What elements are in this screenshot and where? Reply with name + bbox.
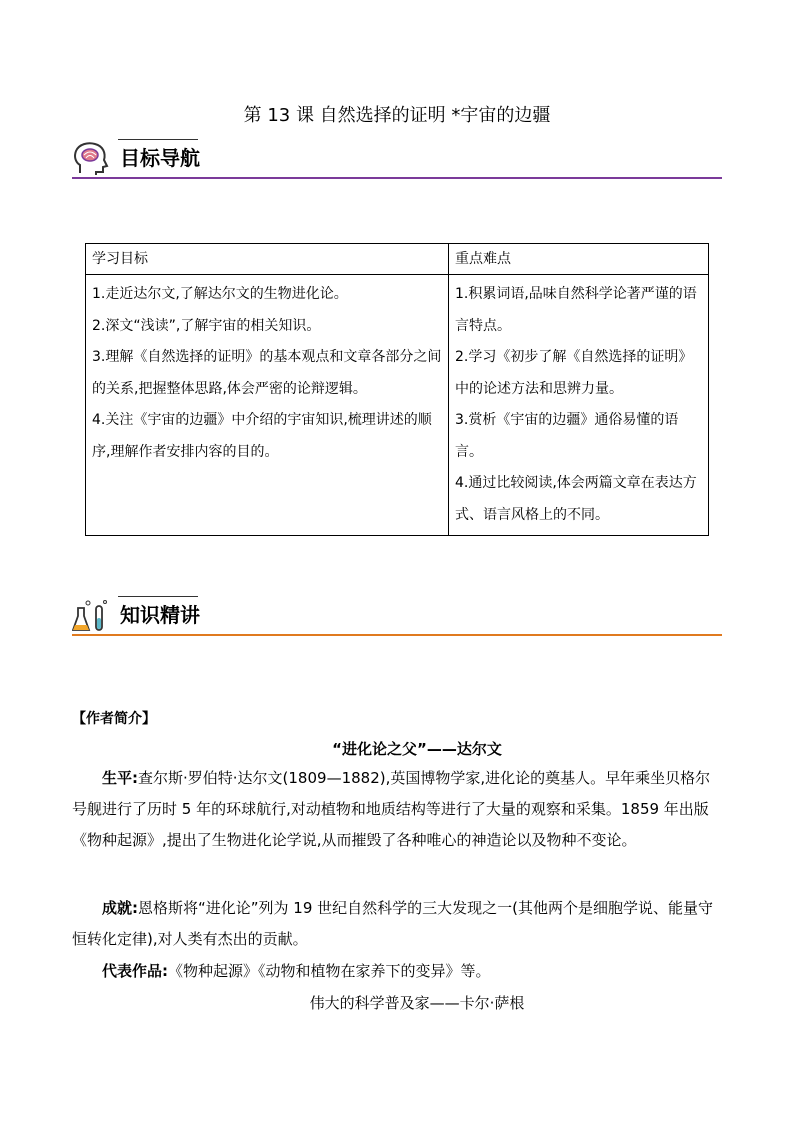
goal-item: 3.理解《自然选择的证明》的基本观点和文章各部分之间的关系,把握整体思路,体会严密的论辩逻辑。 bbox=[92, 349, 442, 397]
achievement-paragraph bbox=[72, 893, 722, 955]
decorative-line bbox=[118, 596, 198, 597]
life-text: 查尔斯·罗伯特·达尔文(1809—1882),英国博物学家,进化论的奠基人。早年乘坐贝格尔号舰进行了历时 5 年的环球航行,对动植物和地质结构等进行了大量的观察和采集。1859 年出版《物种起源》,提出了生物进化论学说,从而摧毁了各种唯心的神造论以及物种不变论。 bbox=[72, 769, 711, 849]
author-intro-tag: 【作者简介】 bbox=[72, 711, 156, 727]
life-label: 生平: bbox=[102, 769, 138, 787]
achievement-text: 恩格斯将“进化论”列为 19 世纪自然科学的三大发现之一(其他两个是细胞学说、能量守恒转化定律),对人类有杰出的贡献。 bbox=[72, 899, 714, 948]
header-key-points: 重点难点 bbox=[449, 244, 709, 275]
life-paragraph bbox=[72, 763, 722, 856]
key-points-cell bbox=[449, 275, 709, 536]
works-text: 《物种起源》《动物和植物在家养下的变异》等。 bbox=[168, 962, 491, 980]
section-header-target-nav bbox=[72, 139, 722, 179]
sagan-subheading: 伟大的科学普及家——卡尔·萨根 bbox=[309, 994, 525, 1012]
decorative-line bbox=[118, 139, 198, 140]
section-rule bbox=[72, 177, 722, 179]
header-learning-goals: 学习目标 bbox=[86, 244, 449, 275]
section-header-knowledge bbox=[72, 596, 722, 636]
table-row bbox=[86, 275, 709, 536]
achievement-label: 成就: bbox=[102, 899, 138, 917]
key-point-item: 4.通过比较阅读,体会两篇文章在表达方式、语言风格上的不同。 bbox=[455, 475, 697, 523]
section-label: 目标导航 bbox=[120, 146, 200, 170]
key-point-item: 2.学习《初步了解《自然选择的证明》中的论述方法和思辨力量。 bbox=[455, 349, 693, 397]
page-title: 第 13 课 自然选择的证明 *宇宙的边疆 bbox=[243, 105, 551, 126]
section-rule bbox=[72, 634, 722, 636]
goals-table bbox=[85, 243, 709, 536]
works-label: 代表作品: bbox=[102, 962, 168, 980]
head-brain-icon bbox=[72, 141, 112, 177]
goal-item: 1.走近达尔文,了解达尔文的生物进化论。 bbox=[92, 286, 348, 302]
key-point-item: 3.赏析《宇宙的边疆》通俗易懂的语言。 bbox=[455, 412, 679, 460]
darwin-subheading: “进化论之父”——达尔文 bbox=[332, 740, 502, 758]
lab-flask-icon bbox=[72, 598, 112, 634]
works-paragraph bbox=[72, 956, 722, 987]
goal-item: 4.关注《宇宙的边疆》中介绍的宇宙知识,梳理讲述的顺序,理解作者安排内容的目的。 bbox=[92, 412, 432, 460]
table-header-row bbox=[86, 244, 709, 275]
goal-item: 2.深文“浅读”,了解宇宙的相关知识。 bbox=[92, 317, 321, 334]
section-label: 知识精讲 bbox=[120, 603, 200, 627]
learning-goals-cell bbox=[86, 275, 449, 536]
key-point-item: 1.积累词语,品味自然科学论著严谨的语言特点。 bbox=[455, 286, 697, 334]
